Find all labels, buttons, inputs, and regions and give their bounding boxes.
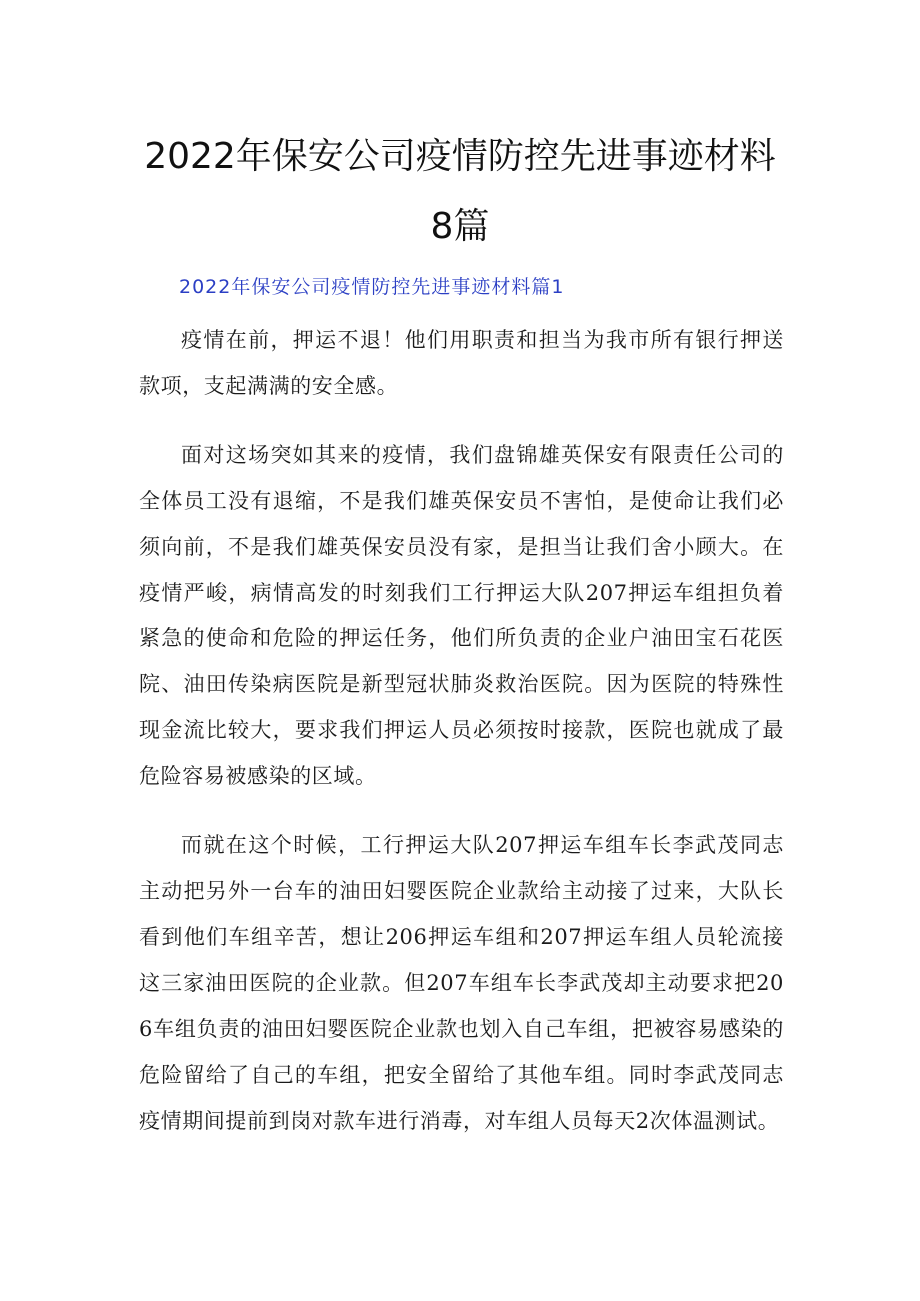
paragraph-1: 疫情在前，押运不退！他们用职责和担当为我市所有银行押送款项，支起满满的安全感。 [139,328,784,398]
paragraph-3: 而就在这个时候，工行押运大队207押运车组车长李武茂同志主动把另外一台车的油田妇婴医院企业款给主动接了过来，大队长看到他们车组辛苦，想让206押运车组和207押运车组人员轮流接这三家油田医院的企业款。但207车组车长李武茂却主动要求把206车组负责的油田妇婴医院企业款也划入自己车组，把被容易感染的危险留给了自己的车组，把安全留给了其他车组。同时李武茂同志疫情期间提前到岗对款车进行消毒，对车组人员每天2次体温测试。 [139,833,784,1133]
document-body [139,318,784,1167]
document-title-line-2: 8篇 [430,206,490,247]
document-title-line-1: 2022年保安公司疫情防控先进事迹材料 [144,136,776,177]
paragraph-2: 面对这场突如其来的疫情，我们盘锦雄英保安有限责任公司的全体员工没有退缩，不是我们雄英保安员不害怕，是使命让我们必须向前，不是我们雄英保安员没有家，是担当让我们舍小顾大。在疫情严峻，病情高发的时刻我们工行押运大队207押运车组担负着紧急的使命和危险的押运任务，他们所负责的企业户油田宝石花医院、油田传染病医院是新型冠状肺炎救治医院。因为医院的特殊性现金流比较大，要求我们押运人员必须按时接款，医院也就成了最危险容易被感染的区域。 [139,442,784,789]
section-heading: 2022年保安公司疫情防控先进事迹材料篇1 [179,276,565,298]
